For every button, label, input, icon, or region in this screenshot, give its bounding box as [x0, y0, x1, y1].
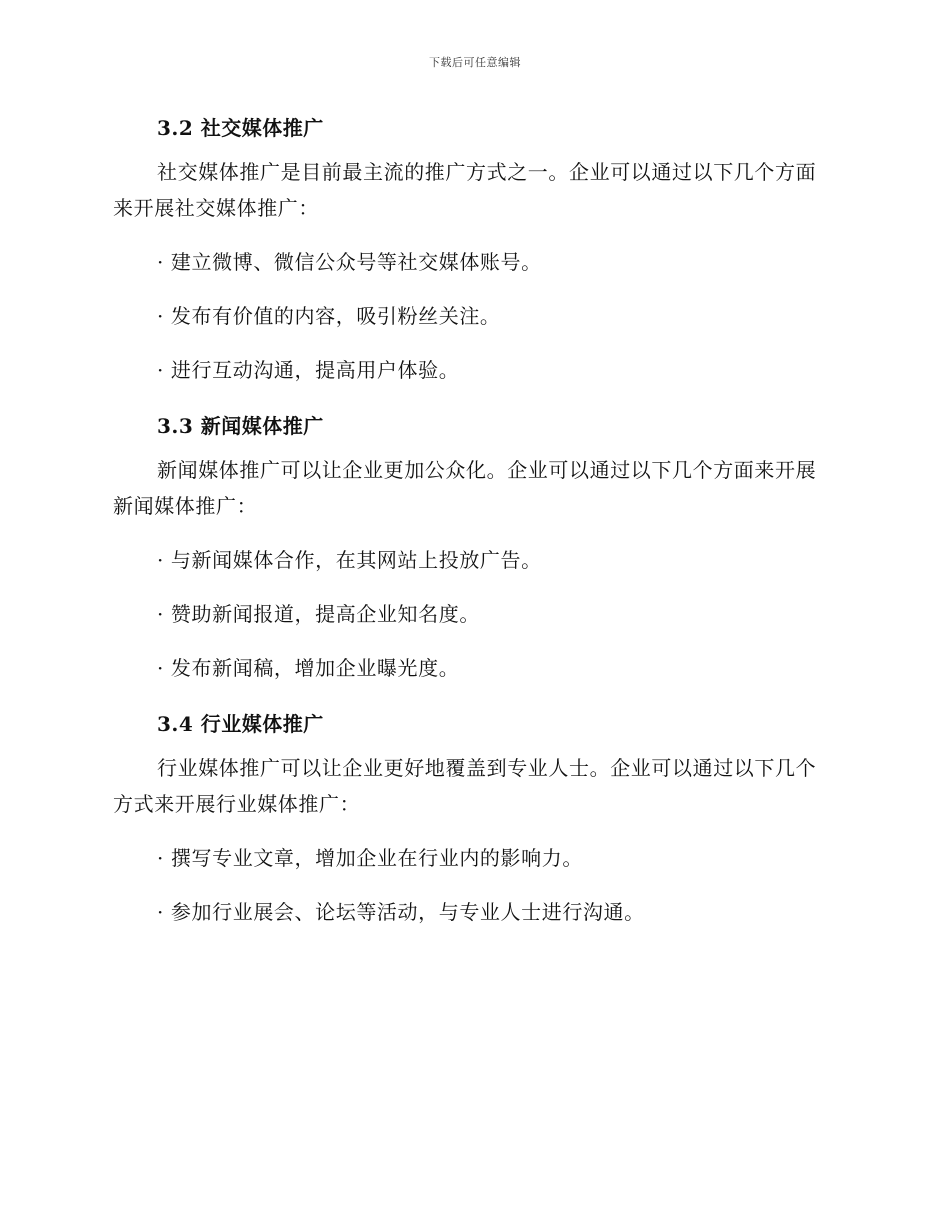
bullet-item: · 撰写专业文章，增加企业在行业内的影响力。	[157, 846, 583, 870]
bullet-item: · 与新闻媒体合作，在其网站上投放广告。	[157, 548, 542, 572]
page-header: 下载后可任意编辑	[429, 56, 521, 69]
bullet-item: · 参加行业展会、论坛等活动，与专业人士进行沟通。	[157, 900, 645, 924]
section-3-3	[113, 406, 833, 686]
section-heading: 3.4 行业媒体推广	[157, 712, 324, 736]
section-heading: 3.3 新闻媒体推广	[157, 414, 324, 438]
section-intro: 新闻媒体推广可以让企业更加公众化。企业可以通过以下几个方面来开展新闻媒体推广：	[113, 458, 817, 518]
section-3-2	[113, 108, 833, 388]
section-3-4	[113, 704, 833, 930]
bullet-item: · 发布新闻稿，增加企业曝光度。	[157, 656, 460, 680]
bullet-item: · 建立微博、微信公众号等社交媒体账号。	[157, 250, 542, 274]
bullet-item: · 进行互动沟通，提高用户体验。	[157, 358, 460, 382]
section-intro: 行业媒体推广可以让企业更好地覆盖到专业人士。企业可以通过以下几个方式来开展行业媒体推广：	[113, 756, 817, 816]
document-body	[113, 108, 833, 948]
bullet-item: · 发布有价值的内容，吸引粉丝关注。	[157, 304, 501, 328]
section-heading: 3.2 社交媒体推广	[157, 116, 324, 140]
bullet-item: · 赞助新闻报道，提高企业知名度。	[157, 602, 480, 626]
section-intro: 社交媒体推广是目前最主流的推广方式之一。企业可以通过以下几个方面来开展社交媒体推广：	[113, 160, 817, 220]
